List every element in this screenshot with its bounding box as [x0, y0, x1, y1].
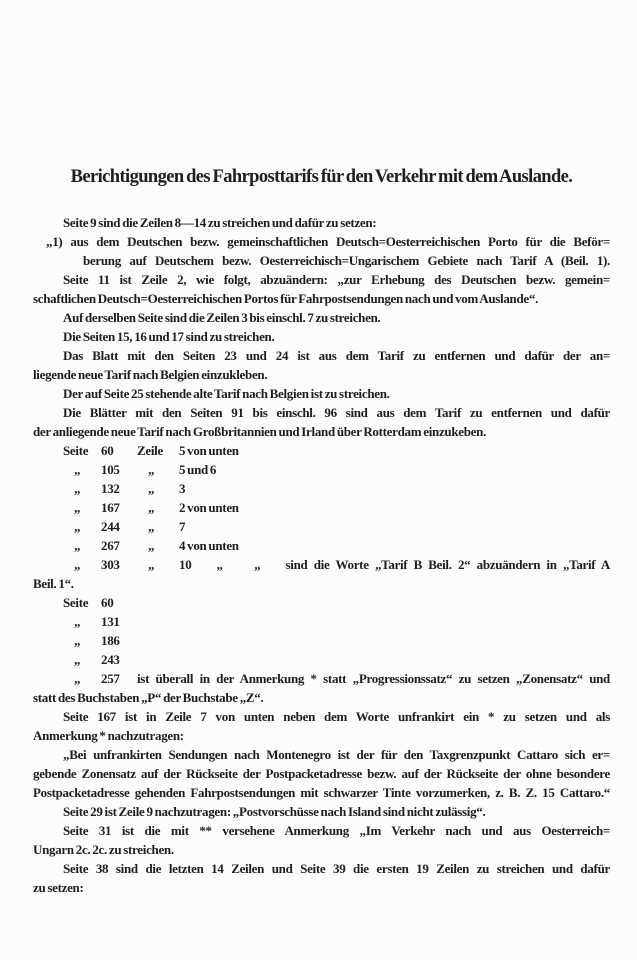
- table-cell: 267: [101, 538, 120, 553]
- table-cell: [137, 631, 179, 650]
- text-line: statt des Buchstaben „P“ der Buchstabe „Z“.: [33, 690, 264, 705]
- ditto-mark: „: [74, 671, 81, 686]
- table-cell: 5 von unten: [179, 443, 239, 458]
- text-line: Seite 11 ist Zeile 2, wie folgt, abzuändern: „zur Erhebung des Deutschen bezw. gemein=: [63, 272, 610, 287]
- table-cell: Seite: [63, 443, 89, 458]
- table-cell: 4 von unten: [179, 538, 239, 553]
- table-cell: [137, 593, 179, 612]
- table-cell: 60: [101, 595, 114, 610]
- table-row: [33, 612, 610, 631]
- ditto-mark: „: [148, 500, 155, 515]
- text-line: schaftlichen Deutsch=Oesterreichischen Portos für Fahrpostsendungen nach und vom Auslande“.: [33, 291, 539, 306]
- table-cell: 2 von unten: [179, 500, 239, 515]
- table-cell: [179, 650, 610, 669]
- text-line: liegende neue Tarif nach Belgien einzukleben.: [33, 367, 268, 382]
- table-row: [33, 536, 610, 555]
- ditto-mark: „: [74, 557, 81, 572]
- table-cell: 5 und 6: [179, 462, 217, 477]
- table-cell: 7: [179, 519, 186, 534]
- page-line-table-header: [33, 441, 610, 460]
- table-cell: 243: [101, 652, 120, 667]
- text-line: zu setzen:: [33, 880, 84, 895]
- text-line: Der auf Seite 25 stehende alte Tarif nach Belgien ist zu streichen.: [63, 386, 390, 401]
- ditto-mark: „: [74, 481, 81, 496]
- ditto-mark: „: [74, 633, 81, 648]
- text-line: der anliegende neue Tarif nach Großbritannien und Irland über Rotterdam einzukeben.: [33, 424, 487, 439]
- table-cell: Seite: [63, 595, 89, 610]
- text-line: Seite 31 ist die mit ** versehene Anmerkung „Im Verkehr nach und aus Oesterreich=: [63, 823, 610, 838]
- table-cell: [137, 612, 179, 631]
- ditto-mark: „: [148, 481, 155, 496]
- text-line: Das Blatt mit den Seiten 23 und 24 ist aus dem Tarif zu entfernen und dafür der an=: [63, 348, 610, 363]
- table-cell: 257: [101, 671, 120, 686]
- text-line: Beil. 1“.: [33, 576, 74, 591]
- ditto-mark: „: [74, 500, 81, 515]
- text-line: Die Blätter mit den Seiten 91 bis einschl. 96 sind aus dem Tarif zu entfernen und dafür: [63, 405, 610, 420]
- ditto-mark: „: [148, 538, 155, 553]
- document-body: [33, 213, 610, 897]
- table-cell: 132: [101, 481, 120, 496]
- table-cell: 3: [179, 481, 186, 496]
- table-cell: 131: [101, 614, 120, 629]
- table-cell: 167: [101, 500, 120, 515]
- text-line: Postpacketadresse gehenden Fahrpostsendungen mit schwarzer Tinte vorzumerken, z. B. Z. 15 Cattaro.“: [33, 785, 610, 800]
- ditto-mark: „: [74, 652, 81, 667]
- table-cell: 244: [101, 519, 120, 534]
- ditto-mark: „: [148, 557, 155, 572]
- table-row: [33, 555, 610, 574]
- text-line: Seite 167 ist in Zeile 7 von unten neben dem Worte unfrankirt ein * zu setzen und als: [63, 709, 610, 724]
- text-line: „Bei unfrankirten Sendungen nach Montenegro ist der für den Taxgrenzpunkt Cattaro sich er=: [63, 747, 610, 762]
- page-title: Berichtigungen des Fahrposttarifs für den Verkehr mit dem Auslande.: [70, 167, 573, 187]
- text-line: Die Seiten 15, 16 und 17 sind zu streichen.: [63, 329, 275, 344]
- text-line: Seite 29 ist Zeile 9 nachzutragen: „Postvorschüsse nach Island sind nicht zulässig“.: [63, 804, 486, 819]
- table-row: [33, 498, 610, 517]
- ditto-mark: „: [148, 519, 155, 534]
- text-line: Auf derselben Seite sind die Zeilen 3 bis einschl. 7 zu streichen.: [63, 310, 381, 325]
- table-row: [33, 460, 610, 479]
- ditto-mark: „: [74, 614, 81, 629]
- ditto-mark: „: [74, 538, 81, 553]
- text-line: Seite 38 sind die letzten 14 Zeilen und Seite 39 die ersten 19 Zeilen zu streichen und dafür: [63, 861, 610, 876]
- text-line: „1) aus dem Deutschen bezw. gemeinschaftlichen Deutsch=Oesterreichischen Porto für die Beför=: [46, 234, 610, 249]
- page-line-table-header: [33, 593, 610, 612]
- table-cell: Zeile: [137, 443, 163, 458]
- table-row: [33, 517, 610, 536]
- ditto-mark: „: [148, 462, 155, 477]
- table-cell: 303: [101, 557, 120, 572]
- table-cell: 186: [101, 633, 120, 648]
- text-line: Anmerkung * nachzutragen:: [33, 728, 184, 743]
- text-line: Seite 9 sind die Zeilen 8—14 zu streichen und dafür zu setzen:: [63, 215, 377, 230]
- table-row: [33, 650, 610, 669]
- text-line: gebende Zonensatz auf der Rückseite der Postpacketadresse bezw. auf der Rückseite der ohne besondere: [33, 766, 610, 781]
- ditto-mark: „: [74, 519, 81, 534]
- table-cell: [179, 593, 610, 612]
- table-row: [33, 669, 610, 688]
- table-cell: [179, 631, 610, 650]
- table-cell: [179, 612, 610, 631]
- table-cell: [137, 650, 179, 669]
- text-line: Ungarn 2c. 2c. zu streichen.: [33, 842, 174, 857]
- table-cell: 60: [101, 443, 114, 458]
- text-line: berung auf Deutschem bezw. Oesterreichisch=Ungarischem Gebiete nach Tarif A (Beil. 1).: [83, 253, 610, 268]
- table-cell: 105: [101, 462, 120, 477]
- table-cell: ist überall in der Anmerkung * statt „Progressionssatz“ zu setzen „Zonensatz“ und: [137, 671, 610, 686]
- ditto-mark: „: [74, 462, 81, 477]
- table-cell: 10 „ „ sind die Worte „Tarif B Beil. 2“ abzuändern in „Tarif A: [179, 557, 610, 572]
- table-row: [33, 631, 610, 650]
- table-row: [33, 479, 610, 498]
